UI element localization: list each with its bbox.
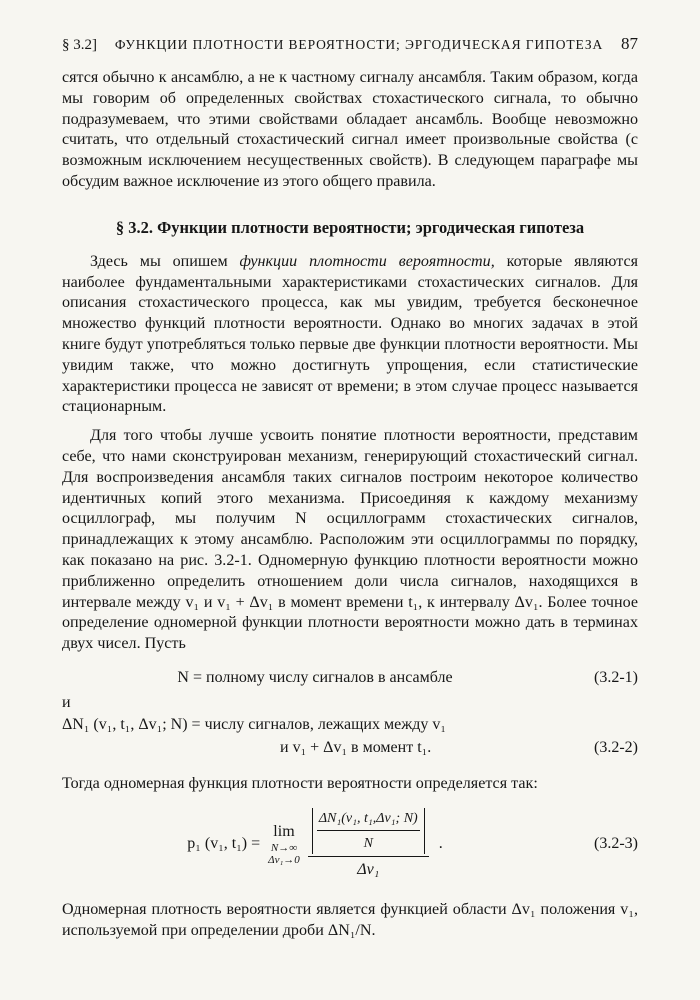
limit-subscript-n: N→∞ (270, 841, 298, 854)
equation-3-2-2 (62, 714, 638, 758)
limit-subscript-dv: Δv₁→0 (268, 853, 300, 866)
equation-3-2-3-body (62, 807, 568, 880)
equation-3-2-2-line-1-row (62, 714, 638, 735)
inner-numerator: ΔN₁(v₁, t₁,Δv₁; N) (317, 808, 420, 831)
paragraph-2-rest: которые являются наиболее фундаментальными характеристиками стохастических сигналов. Для описания стохастического процесса, как мы увидим, требуется бесконечное множество функций плотности вероятности. Однако во многих задачах в этой книге будут употребляться только первые две функции плотности вероятности. Мы увидим также, что можно достигнуть упрощения, если статистические характеристики процесса не зависят от времени; в этом случае процесс называется стационарным. (62, 252, 638, 416)
paragraph-2-start: Здесь мы опишем (90, 252, 240, 270)
equation-3-2-2-line-1: ΔN₁ (v₁, t₁, Δv₁; N) = числу сигналов, лежащих между v₁ (62, 715, 446, 733)
page-number: 87 (620, 34, 638, 53)
paragraph-2-emphasis: функции плотности вероятности, (239, 252, 495, 270)
limit-word: lim (273, 822, 295, 840)
equation-3-2-1 (62, 667, 638, 688)
header-title: ФУНКЦИИ ПЛОТНОСТИ ВЕРОЯТНОСТИ; ЭРГОДИЧЕСКАЯ ГИПОТЕЗА (114, 37, 604, 52)
limit-operator (268, 821, 300, 866)
equation-3-2-1-number: (3.2-1) (594, 668, 638, 686)
outer-denominator: Δv₁ (357, 860, 380, 878)
inner-denominator: N (363, 835, 373, 851)
book-page (62, 34, 638, 941)
bracketed-fraction (312, 808, 425, 854)
paragraph-2 (62, 252, 638, 418)
header-section-ref: § 3.2] (62, 37, 97, 53)
equation-3-2-2-number: (3.2-2) (594, 738, 638, 756)
equation-3-2-2-line-2: и v₁ + Δv₁ в момент t₁. (280, 738, 432, 756)
limit-expression (62, 807, 568, 880)
paragraph-1: сятся обычно к ансамблю, а не к частному сигналу ансамбля. Таким образом, когда мы говорим об определенных свойствах стохастического сигнала, то обычно подразумеваем, что этими свойствами обладает ансамбль. Вообще невозможно считать, что отдельный стохастический сигнал имеет произвольные свойства (с возможным исключением несущественных свойств). В следующем параграфе мы обсудим важное исключение из этого общего правила. (62, 69, 638, 190)
outer-fraction (308, 807, 429, 880)
equation-3-2-2-line-2-row (62, 737, 638, 758)
equation-3-2-3 (62, 807, 638, 880)
paragraph-5: Одномерная плотность вероятности является функцией области Δv₁ положения v₁, используемой при определении дроби ΔN₁/N. (62, 900, 638, 939)
equation-3-2-3-number: (3.2-3) (594, 834, 638, 852)
conjunction-and: и (62, 693, 71, 711)
section-heading: § 3.2. Функции плотности вероятности; эргодическая гипотеза (115, 217, 585, 237)
running-header (62, 34, 638, 54)
equation-3-2-3-period: . (438, 834, 443, 852)
outer-numerator (308, 807, 429, 857)
equation-3-2-1-body: N = полному числу сигналов в ансамбле (177, 668, 453, 686)
paragraph-4: Тогда одномерная функция плотности вероятности определяется так: (62, 774, 538, 792)
equation-3-2-3-lhs: p₁ (v₁, t₁) = (187, 834, 261, 852)
paragraph-3: Для того чтобы лучше усвоить понятие плотности вероятности, представим себе, что нами сконструирован механизм, генерирующий стохастический сигнал. Для воспроизведения ансамбля таких сигналов построим некоторое количество идентичных копий этого механизма. Присоединяя к каждому механизму осциллограф, мы получим N осциллограмм стохастических сигналов, принадлежащих к этому ансамблю. Расположим эти осциллограммы по порядку, как показано на рис. 3.2-1. Одномерную функцию плотности вероятности можно приближенно определить отношением доли числа сигналов, находящихся в интервале между v₁ и v₁ + Δv₁ в момент времени t₁, к интервалу Δv₁. Более точное определение одномерной функции плотности вероятности можно дать в терминах двух чисел. Пусть (62, 427, 638, 653)
